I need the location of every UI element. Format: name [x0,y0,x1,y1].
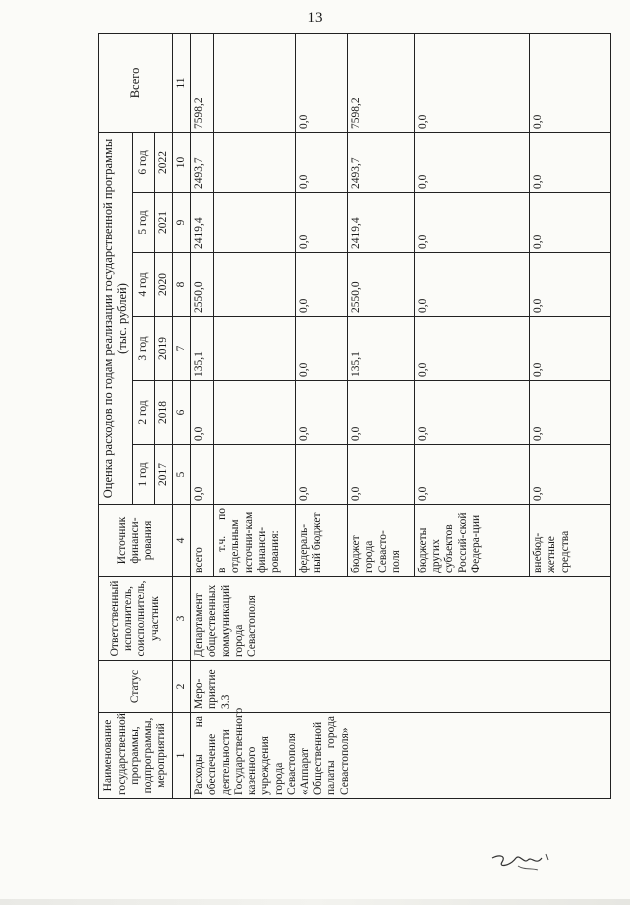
row-value [214,445,296,505]
header-year: 2018 [154,381,172,445]
row-total: 0,0 [414,33,529,132]
row-value: 0,0 [530,381,611,445]
row-value: 2550,0 [191,253,214,317]
row-value: 2493,7 [348,132,415,192]
column-number: 11 [172,33,190,132]
scan-edge [0,899,630,905]
header-year-label: 2 год [132,381,154,445]
row-value: 0,0 [530,132,611,192]
header-status: Статус [99,661,173,713]
row-value: 0,0 [414,381,529,445]
header-responsible: Ответственный исполнитель, соисполнитель, участник [99,577,173,661]
row-value: 0,0 [296,445,348,505]
header-year-label: 5 год [132,193,154,253]
row-value [214,381,296,445]
entry-name: Расходы на обеспечение деятельности Государственного казенного учреждения города Севастополя «Аппарат Общественной палаты города Севастополя» [191,713,611,799]
row-value: 135,1 [191,317,214,381]
row-value: 0,0 [296,381,348,445]
header-year-label: 3 год [132,317,154,381]
header-estimate: Оценка расходов по годам реализации государственной программы (тыс. рублей) [99,132,133,504]
row-value: 135,1 [348,317,415,381]
header-name: Наименование государственной программы, подпрограммы, мероприятий [99,713,173,799]
row-total: 7598,2 [348,33,415,132]
row-value: 0,0 [530,445,611,505]
column-number: 9 [172,193,190,253]
entry-responsible: Департамент общественных коммуникаций города Севастополя [191,577,611,661]
program-expenses-table [98,33,611,799]
row-value: 0,0 [530,253,611,317]
column-number: 10 [172,132,190,192]
page-number: 13 [307,10,323,26]
header-year-label: 4 год [132,253,154,317]
entry-status: Меро-приятие 3.3 [191,661,611,713]
column-number: 5 [172,445,190,505]
row-value: 0,0 [348,381,415,445]
row-source: всего [191,505,214,577]
row-source: в т.ч. по отдельным источни-кам финанси-рования: [214,505,296,577]
rotated-table-container [98,34,611,799]
column-number: 2 [172,661,190,713]
row-value: 0,0 [414,253,529,317]
column-number: 3 [172,577,190,661]
row-total: 0,0 [530,33,611,132]
header-year: 2019 [154,317,172,381]
row-value [214,317,296,381]
header-year: 2017 [154,445,172,505]
row-value: 0,0 [191,445,214,505]
header-year: 2021 [154,193,172,253]
column-number: 6 [172,381,190,445]
row-source: бюджеты других субъектов Россий-ской Федера-ции [414,505,529,577]
row-value: 0,0 [414,317,529,381]
header-total: Всего [99,33,173,132]
row-value: 2419,4 [191,193,214,253]
row-value: 0,0 [414,193,529,253]
row-total [214,33,296,132]
row-source: бюджет города Севасто-поля [348,505,415,577]
row-value: 2550,0 [348,253,415,317]
row-total: 0,0 [296,33,348,132]
column-number: 1 [172,713,190,799]
row-value: 0,0 [296,132,348,192]
header-year: 2020 [154,253,172,317]
header-year-label: 1 год [132,445,154,505]
column-number: 7 [172,317,190,381]
row-value [214,193,296,253]
row-value: 0,0 [296,193,348,253]
column-number: 4 [172,505,190,577]
row-value: 0,0 [530,193,611,253]
row-value: 0,0 [191,381,214,445]
row-source: внебюд-жетные средства [530,505,611,577]
row-value: 0,0 [414,445,529,505]
row-value: 0,0 [296,253,348,317]
header-year: 2022 [154,132,172,192]
column-number: 8 [172,253,190,317]
row-value: 0,0 [296,317,348,381]
row-value: 0,0 [348,445,415,505]
header-year-label: 6 год [132,132,154,192]
row-value: 0,0 [414,132,529,192]
handwritten-signature [488,846,558,874]
row-value: 2419,4 [348,193,415,253]
row-value: 2493,7 [191,132,214,192]
row-total: 7598,2 [191,33,214,132]
header-source: Источник финанси-рования [99,505,173,577]
row-value: 0,0 [530,317,611,381]
row-value [214,253,296,317]
row-value [214,132,296,192]
row-source: федераль-ный бюджет [296,505,348,577]
table-row [191,33,214,798]
